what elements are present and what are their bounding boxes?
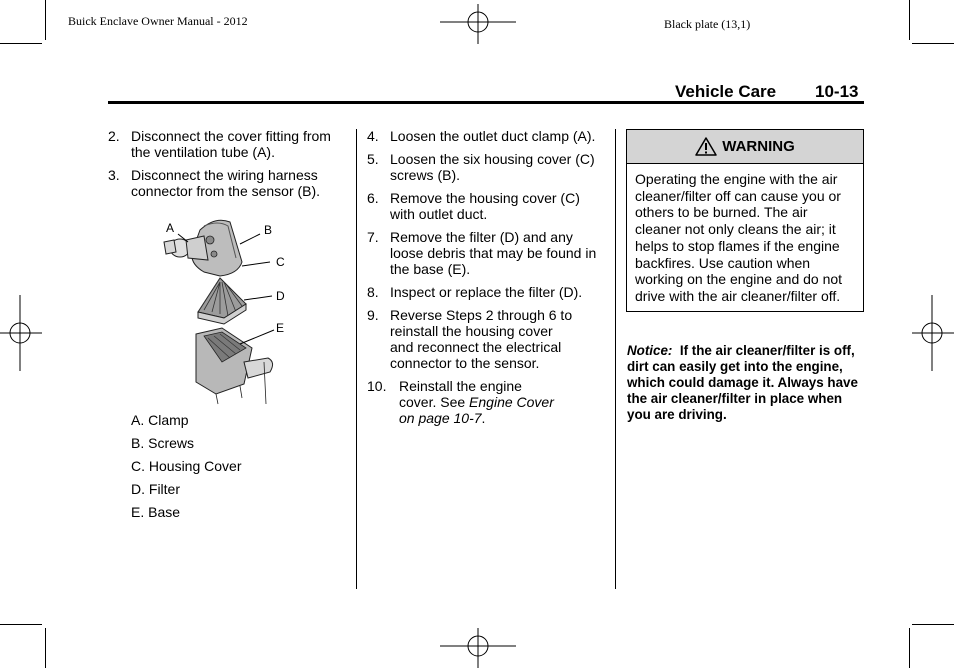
step-item (367, 378, 599, 426)
step-text: Reinstall the engine cover. See (399, 378, 522, 410)
registration-mark-icon (0, 295, 42, 371)
figure-label: A (166, 221, 175, 235)
filter-drawing (198, 278, 246, 324)
step-text: Loosen the outlet duct clamp (A). (390, 128, 596, 144)
step-text-end: . (481, 410, 486, 426)
legend-item: C. Housing Cover (131, 458, 242, 474)
crop-mark (909, 628, 910, 668)
step-item (367, 128, 599, 144)
crop-mark (0, 624, 42, 625)
crop-mark (912, 624, 954, 625)
figure-label: D (276, 289, 285, 303)
plate-label: Black plate (13,1) (664, 17, 751, 31)
step-number: 6. (367, 190, 379, 206)
air-cleaner-exploded-figure (160, 212, 300, 408)
warning-triangle-icon (695, 137, 717, 156)
warning-header (627, 130, 863, 164)
housing-cover-drawing (164, 220, 242, 276)
legend-item: A. Clamp (131, 412, 189, 428)
registration-mark-icon (440, 4, 516, 44)
cross-reference-link[interactable]: Engine Cover on page 10-7 (399, 394, 554, 426)
crop-mark (45, 628, 46, 668)
step-text: Inspect or replace the filter (D). (390, 284, 583, 300)
manual-title: Buick Enclave Owner Manual - 2012 (68, 14, 248, 28)
crop-mark (909, 0, 910, 40)
header-rule (108, 101, 864, 104)
crop-mark (0, 43, 42, 44)
step-number: 7. (367, 229, 379, 245)
notice-text: If the air cleaner/filter is off, dirt can easily get into the engine, which could damage it. Always have the air cleaner/filter in place when you are driving. (627, 343, 858, 422)
step-text: Disconnect the cover fitting from the ventilation tube (A). (131, 128, 331, 160)
registration-mark-icon (440, 628, 516, 668)
step-number: 3. (108, 167, 120, 183)
base-drawing (196, 328, 273, 404)
page-number: 10-13 (815, 82, 859, 101)
crop-mark (912, 43, 954, 44)
figure-label: E (276, 321, 285, 335)
figure-label: B (264, 223, 273, 237)
section-title: Vehicle Care (675, 82, 777, 101)
column-1 (108, 128, 348, 206)
step-text: Reverse Steps 2 through 6 to reinstall the housing cover and reconnect the electrical connector to the sensor. (390, 307, 573, 371)
figure-label: C (276, 255, 285, 269)
step-item (108, 167, 348, 199)
warning-text: Operating the engine with the air cleaner/filter off can cause you or others to be burned. The air cleaner not only cleans the air; it helps to stop flames if the engine backfires. Use caution when working on the engine and do not drive with the air cleaner/filter off. (635, 171, 843, 304)
step-item (367, 307, 599, 371)
step-number: 4. (367, 128, 379, 144)
step-number: 5. (367, 151, 379, 167)
step-number: 2. (108, 128, 120, 144)
step-item (367, 229, 599, 277)
step-item (108, 128, 348, 160)
column-divider (615, 129, 616, 589)
step-number: 9. (367, 307, 379, 323)
legend-item: B. Screws (131, 435, 195, 451)
notice-label: Notice: (627, 343, 673, 358)
registration-mark-icon (912, 295, 954, 371)
step-item (367, 151, 599, 183)
step-text: Disconnect the wiring harness connector from the sensor (B). (131, 167, 321, 199)
step-number: 10. (367, 378, 387, 394)
step-item (367, 190, 599, 222)
notice-paragraph (627, 343, 865, 423)
step-text: Loosen the six housing cover (C) screws (B). (390, 151, 595, 183)
warning-title: WARNING (722, 138, 795, 155)
column-divider (356, 129, 357, 589)
crop-mark (45, 0, 46, 40)
step-item (367, 284, 599, 300)
step-number: 8. (367, 284, 379, 300)
warning-box (626, 129, 864, 312)
figure-legend (131, 412, 242, 527)
step-text: Remove the filter (D) and any loose debris that may be found in the base (E). (390, 229, 597, 277)
legend-item: E. Base (131, 504, 181, 520)
step-text: Remove the housing cover (C) with outlet duct. (390, 190, 580, 222)
column-2 (367, 128, 599, 433)
legend-item: D. Filter (131, 481, 180, 497)
